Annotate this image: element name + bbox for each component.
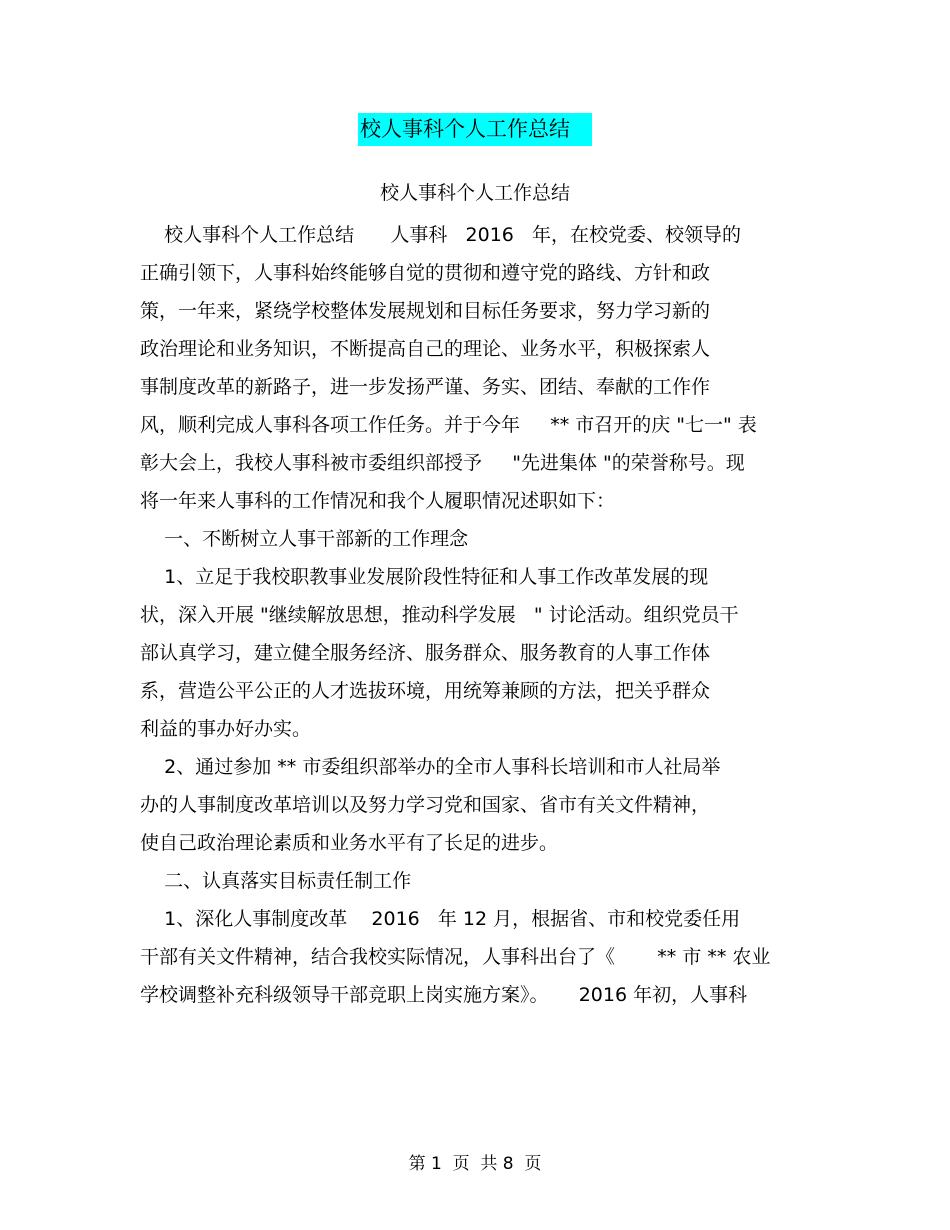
- body-line: 正确引领下，人事科始终能够自觉的贯彻和遵守党的路线、方针和政: [140, 262, 711, 284]
- body-line: 事制度改革的新路子，进一步发扬严谨、务实、团结、奉献的工作作: [140, 376, 711, 398]
- document-title: 校人事科个人工作总结: [358, 113, 592, 146]
- body-line: 彰大会上，我校人事科被市委组织部授予 "先进集体 "的荣誉称号。现: [140, 452, 745, 474]
- page-footer: 第 1 页 共 8 页: [408, 1154, 542, 1174]
- body-line: 策，一年来，紧绕学校整体发展规划和目标任务要求，努力学习新的: [140, 300, 711, 322]
- body-line: 部认真学习，建立健全服务经济、服务群众、服务教育的人事工作体: [140, 642, 711, 664]
- body-line: 校人事科个人工作总结 人事科 2016 年，在校党委、校领导的: [140, 224, 741, 246]
- document-subtitle: 校人事科个人工作总结: [379, 182, 570, 204]
- section-heading: 二、认真落实目标责任制工作: [140, 870, 412, 892]
- title-container: [0, 113, 950, 146]
- body-line: 政治理论和业务知识，不断提高自己的理论、业务水平，积极探索人: [140, 338, 711, 360]
- body-line: 使自己政治理论素质和业务水平有了长足的进步。: [140, 832, 559, 854]
- body-line: 利益的事办好办实。: [140, 718, 312, 740]
- body-line: 学校调整补充科级领导干部竞职上岗实施方案》。 2016 年初，人事科: [140, 984, 748, 1006]
- body-line: 将一年来人事科的工作情况和我个人履职情况述职如下：: [140, 490, 616, 512]
- body-line: 2、通过参加 ** 市委组织部举办的全市人事科长培训和市人社局举: [140, 756, 721, 778]
- body-line: 1、深化人事制度改革 2016 年 12 月，根据省、市和校党委任用: [140, 908, 741, 930]
- body-line: 办的人事制度改革培训以及努力学习党和国家、省市有关文件精神，: [140, 794, 711, 816]
- body-line: 干部有关文件精神，结合我校实际情况，人事科出台了《 ** 市 ** 农业: [140, 946, 771, 968]
- body-line: 1、立足于我校职教事业发展阶段性特征和人事工作改革发展的现: [140, 566, 709, 588]
- section-heading: 一、不断树立人事干部新的工作理念: [140, 528, 469, 550]
- body-line: 系，营造公平公正的人才选拔环境，用统筹兼顾的方法，把关乎群众: [140, 680, 711, 702]
- body-line: 风，顺利完成人事科各项工作任务。并于今年 ** 市召开的庆 "七一" 表: [140, 414, 757, 436]
- body-line: 状，深入开展 "继续解放思想，推动科学发展 " 讨论活动。组织党员干: [140, 604, 739, 626]
